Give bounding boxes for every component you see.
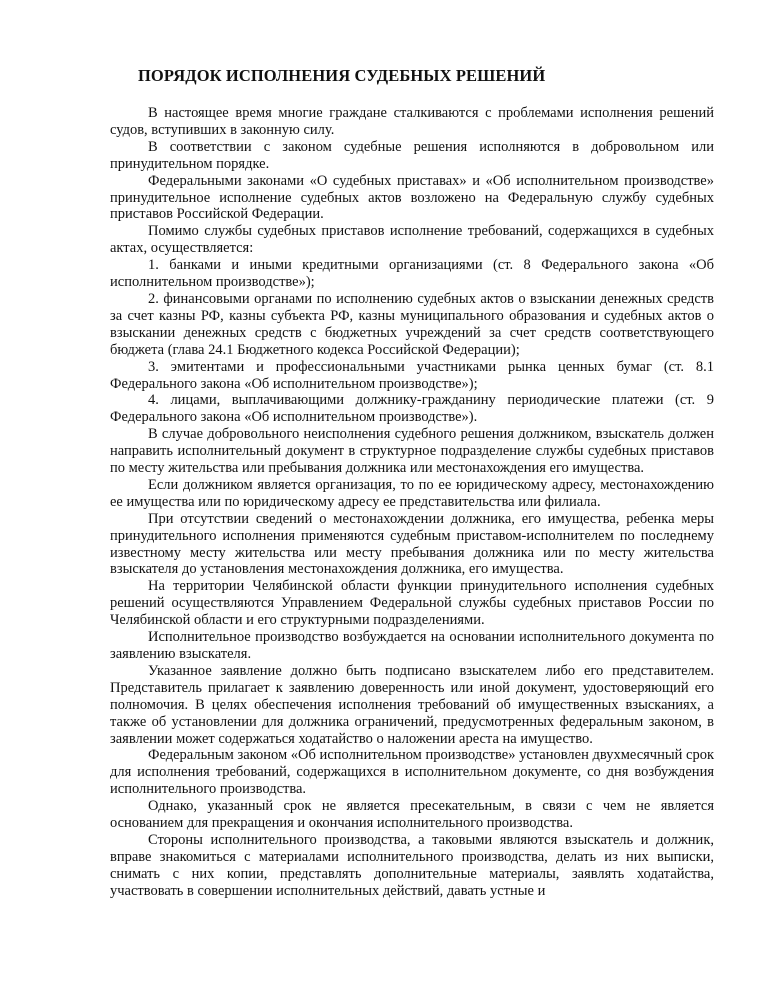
paragraph-11: Федеральным законом «Об исполнительном производстве» установлен двухмесячный срок для исполнения требований, содержащихся в исполнительном документе, со дня возбуждения исполнительного производства.: [110, 747, 714, 798]
paragraph-1: В настоящее время многие граждане сталкиваются с проблемами исполнения решений судов, вступивших в законную силу.: [110, 105, 714, 138]
document-title: ПОРЯДОК ИСПОЛНЕНИЯ СУДЕБНЫХ РЕШЕНИЙ: [138, 66, 546, 85]
list-item-2: 2. финансовыми органами по исполнению судебных актов о взыскании денежных средств за счет казны РФ, казны субъекта РФ, казны муниципального образования и судебных актов о взыскании денежных средств с бюджетных учреждений за счет средств соответствующего бюджета (глава 24.1 Бюджетного кодекса Российской Федерации);: [110, 290, 714, 358]
paragraph-12: Однако, указанный срок не является пресекательным, в связи с чем не является основанием для прекращения и окончания исполнительного производства.: [110, 798, 714, 832]
document-page: [110, 66, 714, 900]
paragraph-2: В соответствии с законом судебные решения исполняются в добровольном или принудительном порядке.: [110, 138, 714, 172]
paragraph-10: Указанное заявление должно быть подписано взыскателем либо его представителем. Представитель прилагает к заявлению доверенность или иной документ, удостоверяющий его полномочия. В целях обеспечения исполнения требований об имущественных взысканиях, а также об установлении для должника ограничений, предусмотренных федеральным законом, в заявлении может содержаться ходатайство о наложении ареста на имущество.: [110, 662, 714, 747]
paragraph-6: Если должником является организация, то по ее юридическому адресу, местонахождению ее имущества или по юридическому адресу ее представительства или филиала.: [110, 476, 714, 510]
document-body: [110, 105, 714, 900]
paragraph-13: Стороны исполнительного производства, а таковыми являются взыскатель и должник, вправе знакомиться с материалами исполнительного производства, делать из них выписки, снимать с них копии, представлять дополнительные материалы, заявлять ходатайства, участвовать в совершении исполнительных действий, давать устные и: [110, 831, 714, 899]
paragraph-8: На территории Челябинской области функции принудительного исполнения судебных решений осуществляются Управлением Федеральной службы судебных приставов России по Челябинской области и его структурными подразделениями.: [110, 578, 714, 629]
list-item-3: 3. эмитентами и профессиональными участниками рынка ценных бумаг (ст. 8.1 Федерального закона «Об исполнительном производстве»);: [110, 358, 714, 392]
paragraph-5: В случае добровольного неисполнения судебного решения должником, взыскатель должен направить исполнительный документ в структурное подразделение службы судебных приставов по месту жительства или пребывания должника или местонахождения его имущества.: [110, 426, 714, 477]
paragraph-4: Помимо службы судебных приставов исполнение требований, содержащихся в судебных актах, осуществляется:: [110, 223, 714, 257]
paragraph-3: Федеральными законами «О судебных приставах» и «Об исполнительном производстве» принудительное исполнение судебных актов возложено на Федеральную службу судебных приставов Российской Федерации.: [110, 172, 714, 223]
paragraph-7: При отсутствии сведений о местонахождении должника, его имущества, ребенка меры принудительного исполнения применяются судебным приставом-исполнителем по последнему известному месту жительства или месту пребывания должника или по месту жительства взыскателя до установления местонахождения должника, его имущества.: [110, 510, 714, 578]
list-item-4: 4. лицами, выплачивающими должнику-гражданину периодические платежи (ст. 9 Федерального закона «Об исполнительном производстве»).: [110, 392, 714, 426]
list-item-1: 1. банками и иными кредитными организациями (ст. 8 Федерального закона «Об исполнительном производстве»);: [110, 257, 714, 291]
paragraph-9: Исполнительное производство возбуждается на основании исполнительного документа по заявлению взыскателя.: [110, 629, 714, 662]
